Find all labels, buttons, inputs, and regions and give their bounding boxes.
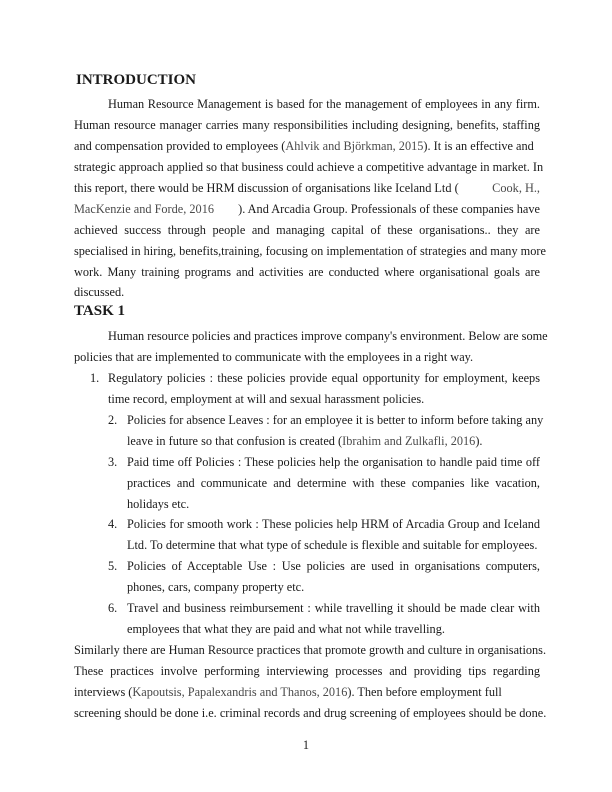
list-number: 4. [108, 517, 118, 531]
intro-line-9: work. Many training programs and activities are conducted where organisational goals are [74, 265, 540, 279]
list-item-line: time record, employment at will and sexual harassment policies. [108, 392, 425, 406]
list-item-line: phones, cars, company property etc. [127, 580, 305, 594]
citation-kapoutsis: Kapoutsis, Papalexandris and Thanos, 2016 [132, 685, 348, 699]
closing-line-3 [74, 684, 540, 700]
intro-line-4: strategic approach applied so that business could achieve a competitive advantage in market. In [74, 160, 544, 174]
intro-line-6 [74, 201, 540, 217]
citation-cook: Cook, H., [492, 181, 540, 195]
intro-text: ). And Arcadia Group. Professionals of these companies have [238, 202, 540, 216]
closing-line-2: These practices involve performing interviewing processes and providing tips regarding [74, 664, 540, 678]
list-item-text: leave in future so that confusion is created ( [127, 434, 343, 448]
list-item-line: Regulatory policies : these policies provide equal opportunity for employment, keeps [108, 371, 540, 385]
list-item-line: Ltd. To determine that what type of schedule is flexible and suitable for employees. [127, 538, 538, 552]
list-item-line [127, 433, 482, 449]
closing-text: ). Then before employment full [347, 685, 502, 699]
list-number: 1. [90, 371, 100, 385]
intro-line-7: achieved success through people and managing capital of these organisations.. they are [74, 223, 540, 237]
list-number: 6. [108, 601, 118, 615]
citation-mackenzie: MacKenzie and Forde, 2016 [74, 202, 215, 216]
intro-line-2: Human resource manager carries many responsibilities including designing, benefits, staffing [74, 118, 540, 132]
list-item-line: Policies for smooth work : These policies help HRM of Arcadia Group and Iceland [127, 517, 540, 531]
list-number: 3. [108, 455, 118, 469]
task1-heading: TASK 1 [74, 303, 125, 319]
list-item-line: employees that what they are paid and what not while travelling. [127, 622, 445, 636]
task1-intro-line-1: Human resource policies and practices improve company's environment. Below are some [108, 329, 548, 343]
list-item-line: Paid time off Policies : These policies help the organisation to handle paid time off [127, 455, 540, 469]
intro-line-10: discussed. [74, 285, 125, 299]
list-item-line: Policies of Acceptable Use : Use policies are used in organisations computers, [127, 559, 540, 573]
intro-line-3 [74, 138, 540, 154]
intro-line-8: specialised in hiring, benefits,training, focusing on implementation of strategies and many more [74, 244, 546, 258]
intro-paren: ( [281, 139, 286, 153]
intro-text: ). It is an effective and [423, 139, 534, 153]
intro-text: and compensation provided to employees [74, 139, 282, 153]
intro-heading: INTRODUCTION [76, 72, 197, 88]
list-item-line: Policies for absence Leaves : for an employee it is better to inform before taking any [127, 413, 544, 427]
page-number: 1 [302, 738, 310, 752]
closing-line-4: screening should be done i.e. criminal records and drug screening of employees should be done. [74, 706, 547, 720]
intro-line-5 [74, 180, 540, 196]
list-number: 2. [108, 413, 118, 427]
intro-text: this report, there would be HRM discussion of organisations like Iceland Ltd ( [74, 181, 459, 195]
list-item-text: ). [475, 434, 483, 448]
closing-line-1: Similarly there are Human Resource practices that promote growth and culture in organisations. [74, 643, 547, 657]
citation-ahlvik: Ahlvik and Björkman, 2015 [285, 139, 424, 153]
citation-ibrahim: Ibrahim and Zulkafli, 2016 [342, 434, 476, 448]
list-item-line: holidays etc. [127, 497, 190, 511]
closing-text: interviews ( [74, 685, 133, 699]
intro-line-1: Human Resource Management is based for the management of employees in any firm. [108, 97, 540, 111]
task1-intro-line-2: policies that are implemented to communicate with the employees in a right way. [74, 350, 474, 364]
list-number: 5. [108, 559, 118, 573]
list-item-line: Travel and business reimbursement : while travelling it should be made clear with [127, 601, 540, 615]
list-item-line: practices and communicate and determine with these companies like vacation, [127, 476, 540, 490]
